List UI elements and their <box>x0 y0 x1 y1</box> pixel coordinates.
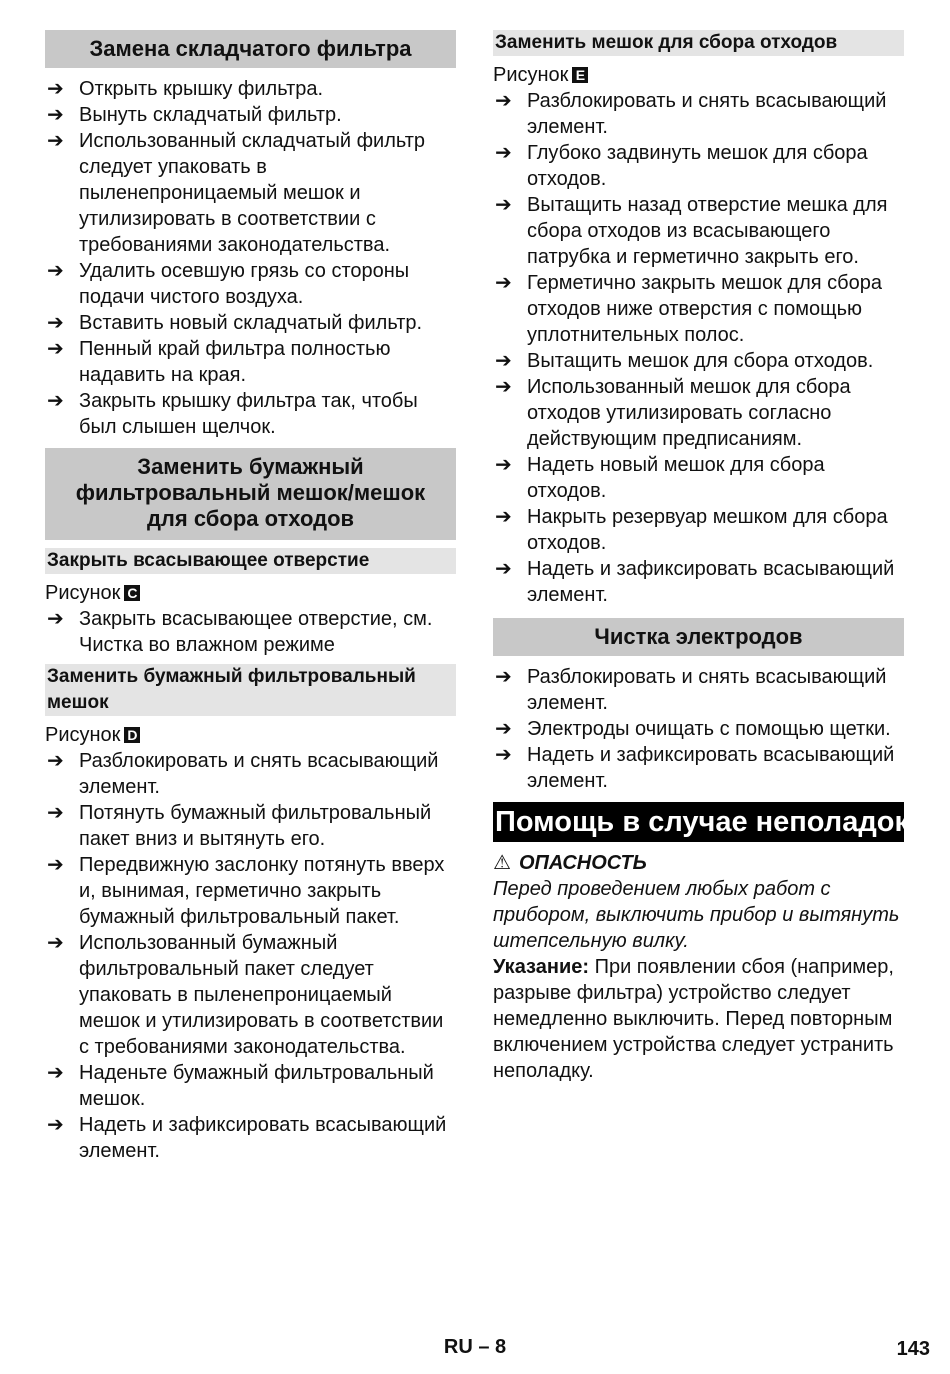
electrodes-steps <box>493 664 904 794</box>
step-item <box>45 102 456 128</box>
step-text: Вставить новый складчатый фильтр. <box>79 312 423 334</box>
step-item <box>45 852 456 930</box>
step-item <box>493 556 904 608</box>
step-text: Открыть крышку фильтра. <box>79 78 324 100</box>
step-item <box>493 504 904 556</box>
figure-letter-icon: C <box>124 585 140 601</box>
step-item <box>493 742 904 794</box>
figure-ref-c <box>45 580 456 606</box>
arrow-right-icon: ➔ <box>495 744 512 766</box>
heading-replace-waste-bag: Заменить мешок для сбора отходов <box>493 30 904 56</box>
arrow-right-icon: ➔ <box>47 750 64 772</box>
note-text: При появлении сбоя (например, разрыве фильтра) устройство следует немедленно выключить. Перед повторным включением устройства следует устранить неполадку. <box>493 956 894 1082</box>
note-label: Указание: <box>493 956 590 978</box>
arrow-right-icon: ➔ <box>495 142 512 164</box>
step-item <box>493 348 904 374</box>
danger-text: Перед проведением любых работ с прибором, выключить прибор и вытянуть штепсельную вилку. <box>493 878 900 952</box>
pleated-filter-steps <box>45 76 456 440</box>
step-text: Закрыть всасывающее отверстие, см. Чистка во влажном режиме <box>79 608 433 656</box>
figure-label: Рисунок <box>45 724 121 746</box>
arrow-right-icon: ➔ <box>47 854 64 876</box>
step-text: Накрыть резервуар мешком для сбора отходов. <box>527 506 888 554</box>
heading-electrodes: Чистка электродов <box>493 618 904 656</box>
step-item <box>45 76 456 102</box>
figure-label: Рисунок <box>45 582 121 604</box>
step-text: Герметично закрыть мешок для сбора отходов ниже отверстия с помощью уплотнительных полос. <box>527 272 882 346</box>
arrow-right-icon: ➔ <box>47 104 64 126</box>
step-item <box>493 270 904 348</box>
step-text: Передвижную заслонку потянуть вверх и, вынимая, герметично закрыть бумажный фильтровальный пакет. <box>79 854 445 928</box>
arrow-right-icon: ➔ <box>47 1062 64 1084</box>
heading-close-suction: Закрыть всасывающее отверстие <box>45 548 456 574</box>
step-item <box>493 88 904 140</box>
heading-paper-bag: Заменить бумажный фильтровальный мешок/мешок для сбора отходов <box>45 448 456 540</box>
step-item <box>493 716 904 742</box>
step-text: Использованный бумажный фильтровальный пакет следует упаковать в пыленепроницаемый мешок и утилизировать в соответствии с требованиями законодательства. <box>79 932 444 1058</box>
step-item <box>45 310 456 336</box>
arrow-right-icon: ➔ <box>495 666 512 688</box>
step-item <box>45 1112 456 1164</box>
arrow-right-icon: ➔ <box>495 194 512 216</box>
step-item <box>493 452 904 504</box>
arrow-right-icon: ➔ <box>47 390 64 412</box>
step-text: Надеть и зафиксировать всасывающий элемент. <box>527 558 895 606</box>
arrow-right-icon: ➔ <box>47 932 64 954</box>
step-text: Вытащить назад отверстие мешка для сбора отходов из всасывающего патрубка и герметично закрыть его. <box>527 194 888 268</box>
step-text: Разблокировать и снять всасывающий элемент. <box>527 666 887 714</box>
footer-section-label: RU – 8 <box>443 1336 507 1358</box>
arrow-right-icon: ➔ <box>495 376 512 398</box>
figure-letter-icon: D <box>124 727 140 743</box>
step-text: Глубоко задвинуть мешок для сбора отходов. <box>527 142 868 190</box>
step-item <box>45 748 456 800</box>
figure-letter-icon: E <box>572 67 588 83</box>
step-text: Наденьте бумажный фильтровальный мешок. <box>79 1062 434 1110</box>
step-item <box>493 192 904 270</box>
arrow-right-icon: ➔ <box>495 558 512 580</box>
arrow-right-icon: ➔ <box>495 454 512 476</box>
step-text: Вынуть складчатый фильтр. <box>79 104 342 126</box>
step-text: Надеть новый мешок для сбора отходов. <box>527 454 825 502</box>
close-suction-steps <box>45 606 456 658</box>
step-text: Электроды очищать с помощью щетки. <box>527 718 891 740</box>
step-text: Надеть и зафиксировать всасывающий элемент. <box>527 744 895 792</box>
replace-waste-bag-steps <box>493 88 904 608</box>
heading-replace-paper-bag: Заменить бумажный фильтровальный мешок <box>45 664 456 716</box>
figure-ref-d <box>45 722 456 748</box>
footer-page-number: 143 <box>896 1338 930 1360</box>
step-item <box>493 140 904 192</box>
step-text: Надеть и зафиксировать всасывающий элемент. <box>79 1114 447 1162</box>
step-text: Пенный край фильтра полностью надавить на края. <box>79 338 391 386</box>
arrow-right-icon: ➔ <box>495 90 512 112</box>
arrow-right-icon: ➔ <box>495 506 512 528</box>
left-column <box>45 30 456 1164</box>
figure-label: Рисунок <box>493 64 569 86</box>
arrow-right-icon: ➔ <box>47 608 64 630</box>
step-item <box>493 664 904 716</box>
arrow-right-icon: ➔ <box>47 312 64 334</box>
arrow-right-icon: ➔ <box>495 718 512 740</box>
arrow-right-icon: ➔ <box>47 130 64 152</box>
step-text: Удалить осевшую грязь со стороны подачи чистого воздуха. <box>79 260 410 308</box>
step-text: Потянуть бумажный фильтровальный пакет вниз и вытянуть его. <box>79 802 432 850</box>
step-item <box>45 388 456 440</box>
step-item <box>45 1060 456 1112</box>
arrow-right-icon: ➔ <box>47 802 64 824</box>
arrow-right-icon: ➔ <box>47 1114 64 1136</box>
heading-pleated-filter: Замена складчатого фильтра <box>45 30 456 68</box>
step-item <box>45 606 456 658</box>
step-item <box>45 800 456 852</box>
step-text: Разблокировать и снять всасывающий элемент. <box>79 750 439 798</box>
step-text: Использованный складчатый фильтр следует упаковать в пыленепроницаемый мешок и утилизировать в соответствии с требованиями законодательства. <box>79 130 426 256</box>
step-text: Использованный мешок для сбора отходов утилизировать согласно действующим предписаниям. <box>527 376 851 450</box>
arrow-right-icon: ➔ <box>47 338 64 360</box>
step-text: Вытащить мешок для сбора отходов. <box>527 350 874 372</box>
replace-paper-bag-steps <box>45 748 456 1164</box>
arrow-right-icon: ➔ <box>47 78 64 100</box>
arrow-right-icon: ➔ <box>47 260 64 282</box>
step-item <box>45 128 456 258</box>
arrow-right-icon: ➔ <box>495 350 512 372</box>
warning-triangle-icon: ⚠ <box>493 852 511 874</box>
arrow-right-icon: ➔ <box>495 272 512 294</box>
step-item <box>493 374 904 452</box>
right-column <box>493 30 909 1084</box>
note-paragraph <box>493 954 904 1084</box>
step-item <box>45 930 456 1060</box>
step-text: Закрыть крышку фильтра так, чтобы был слышен щелчок. <box>79 390 418 438</box>
heading-troubleshooting: Помощь в случае неполадок <box>493 802 904 842</box>
step-item <box>45 336 456 388</box>
danger-label: ОПАСНОСТЬ <box>518 852 647 874</box>
danger-heading <box>493 850 904 876</box>
step-text: Разблокировать и снять всасывающий элемент. <box>527 90 887 138</box>
figure-ref-e <box>493 62 904 88</box>
step-item <box>45 258 456 310</box>
